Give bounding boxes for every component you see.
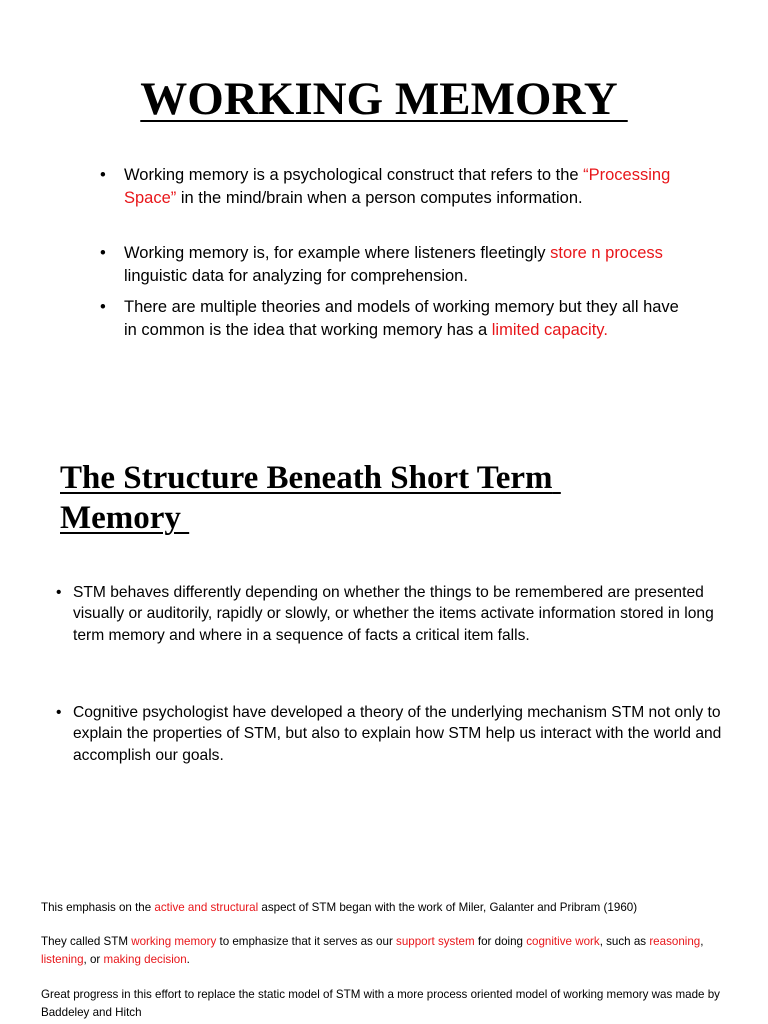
paragraph: This emphasis on the active and structural aspect of STM began with the work of Miler, Galanter and Pribram (1960): [41, 901, 638, 914]
bullet-item: • Working memory is, for example where listeners fleetingly store n process linguistic data for analyzing for comprehension.: [100, 242, 684, 289]
highlight-text: limited capacity: [491, 321, 604, 340]
highlight-text: active and structural: [154, 901, 259, 914]
bullet-item: • Working memory is a psychological construct that refers to the “Processing Space” in the mind/brain when a person computes information.: [100, 164, 684, 211]
highlight-text: support system: [396, 935, 475, 948]
highlight-text: making decision: [103, 952, 187, 966]
slide-title: WORKING MEMORY: [140, 73, 628, 125]
bullet-item: • There are multiple theories and models of working memory but they all have in common is the idea that working memory has a limited capacity.: [100, 296, 684, 343]
bullet-item: • Cognitive psychologist have developed a theory of the underlying mechanism STM not only to explain the properties of STM, but also to explain how STM help us interact with the world and accomplish our goals.: [56, 702, 733, 766]
slide-title: The Structure Beneath Short Term Memory: [60, 460, 561, 536]
bullet-item: • STM behaves differently depending on whether the things to be remembered are presented visually or auditorily, rapidly or slowly, or whether the items activate information stored in long term memory and where in a sequence of facts a critical item falls.: [56, 582, 733, 646]
highlight-text: listening: [41, 952, 84, 966]
highlight-text: reasoning: [649, 935, 701, 948]
highlight-text: “Processing Space”: [124, 166, 671, 208]
highlight-text: working memory: [131, 935, 217, 948]
paragraph: Great progress in this effort to replace the static model of STM with a more process oriented model of working memory was made by Baddeley and Hitch: [41, 988, 720, 1019]
highlight-text: store n process: [550, 244, 663, 262]
highlight-text: cognitive work: [526, 935, 600, 948]
paragraph: They called STM working memory to emphasize that it serves as our support system for doing cognitive work, such as reasoning, listening, or making decision.: [41, 935, 704, 966]
